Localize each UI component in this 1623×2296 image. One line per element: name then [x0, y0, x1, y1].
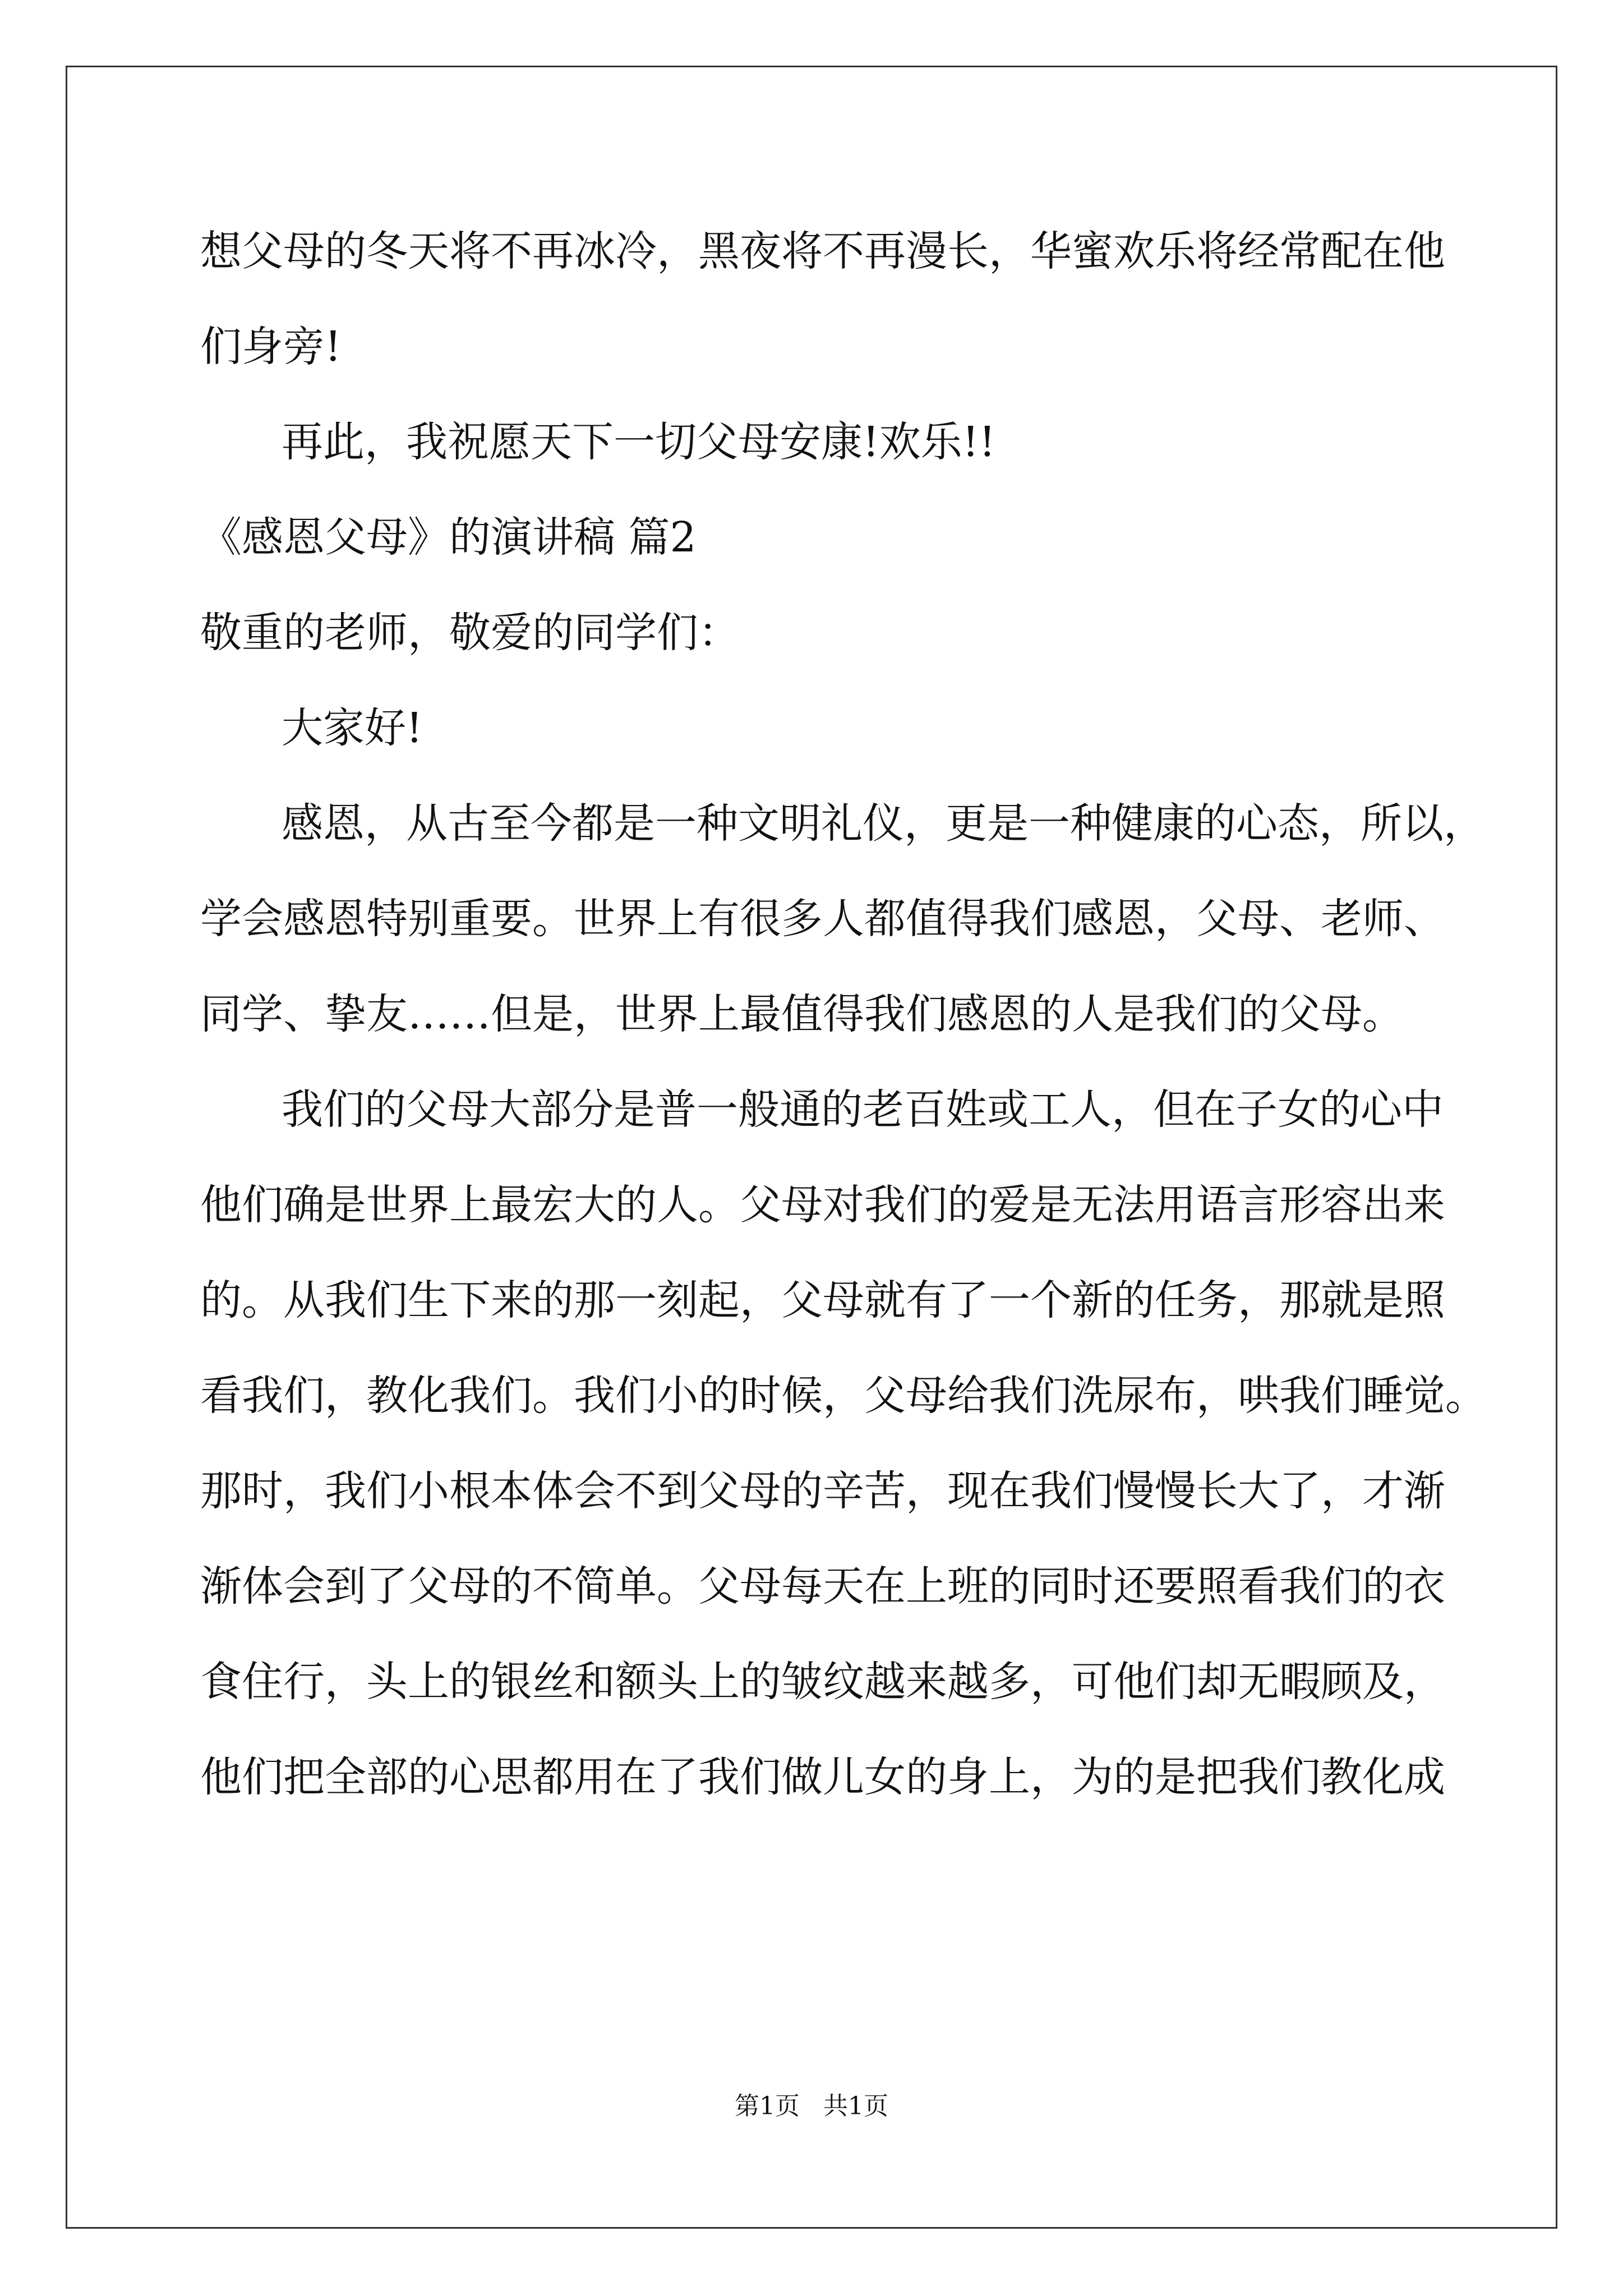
paragraph-line: 那时，我们小根本体会不到父母的辛苦，现在我们慢慢长大了，才渐 [200, 1467, 1445, 1515]
paragraph-line: 他们确是世界上最宏大的人。父母对我们的爱是无法用语言形容出来 [200, 1181, 1445, 1229]
paragraph-line: 他们把全部的心思都用在了我们做儿女的身上，为的是把我们教化成 [200, 1753, 1445, 1801]
page-border [66, 66, 1557, 2229]
section-heading: 《感恩父母》的演讲稿 篇2 [200, 513, 697, 562]
paragraph-line: 感恩，从古至今都是一种文明礼仪，更是一种健康的心态，所以， [282, 799, 1485, 848]
paragraph-line: 我们的父母大部分是普一般通的老百姓或工人，但在子女的心中 [282, 1085, 1444, 1134]
paragraph-line: 的。从我们生下来的那一刻起，父母就有了一个新的任务，那就是照 [200, 1276, 1445, 1324]
paragraph-line: 再此，我祝愿天下一切父母安康!欢乐!! [282, 418, 996, 466]
paragraph-line: 学会感恩特别重要。世界上有很多人都值得我们感恩，父母、老师、 [200, 895, 1445, 943]
paragraph-line: 看我们，教化我们。我们小的时候，父母给我们洗尿布，哄我们睡觉。 [200, 1372, 1487, 1420]
paragraph-line: 们身旁! [200, 323, 342, 371]
paragraph-line: 食住行，头上的银丝和额头上的皱纹越来越多，可他们却无暇顾及， [200, 1658, 1445, 1706]
paragraph-line: 渐体会到了父母的不简单。父母每天在上班的同时还要照看我们的衣 [200, 1562, 1445, 1611]
paragraph-line: 同学、挚友……但是，世界上最值得我们感恩的人是我们的父母。 [200, 990, 1404, 1038]
page-footer: 第1页 共1页 [735, 2092, 888, 2120]
salutation: 敬重的老师，敬爱的同学们： [200, 609, 740, 657]
paragraph-line: 想父母的冬天将不再冰冷，黑夜将不再漫长，华蜜欢乐将经常配在他 [200, 227, 1445, 275]
greeting: 大家好! [282, 704, 423, 752]
